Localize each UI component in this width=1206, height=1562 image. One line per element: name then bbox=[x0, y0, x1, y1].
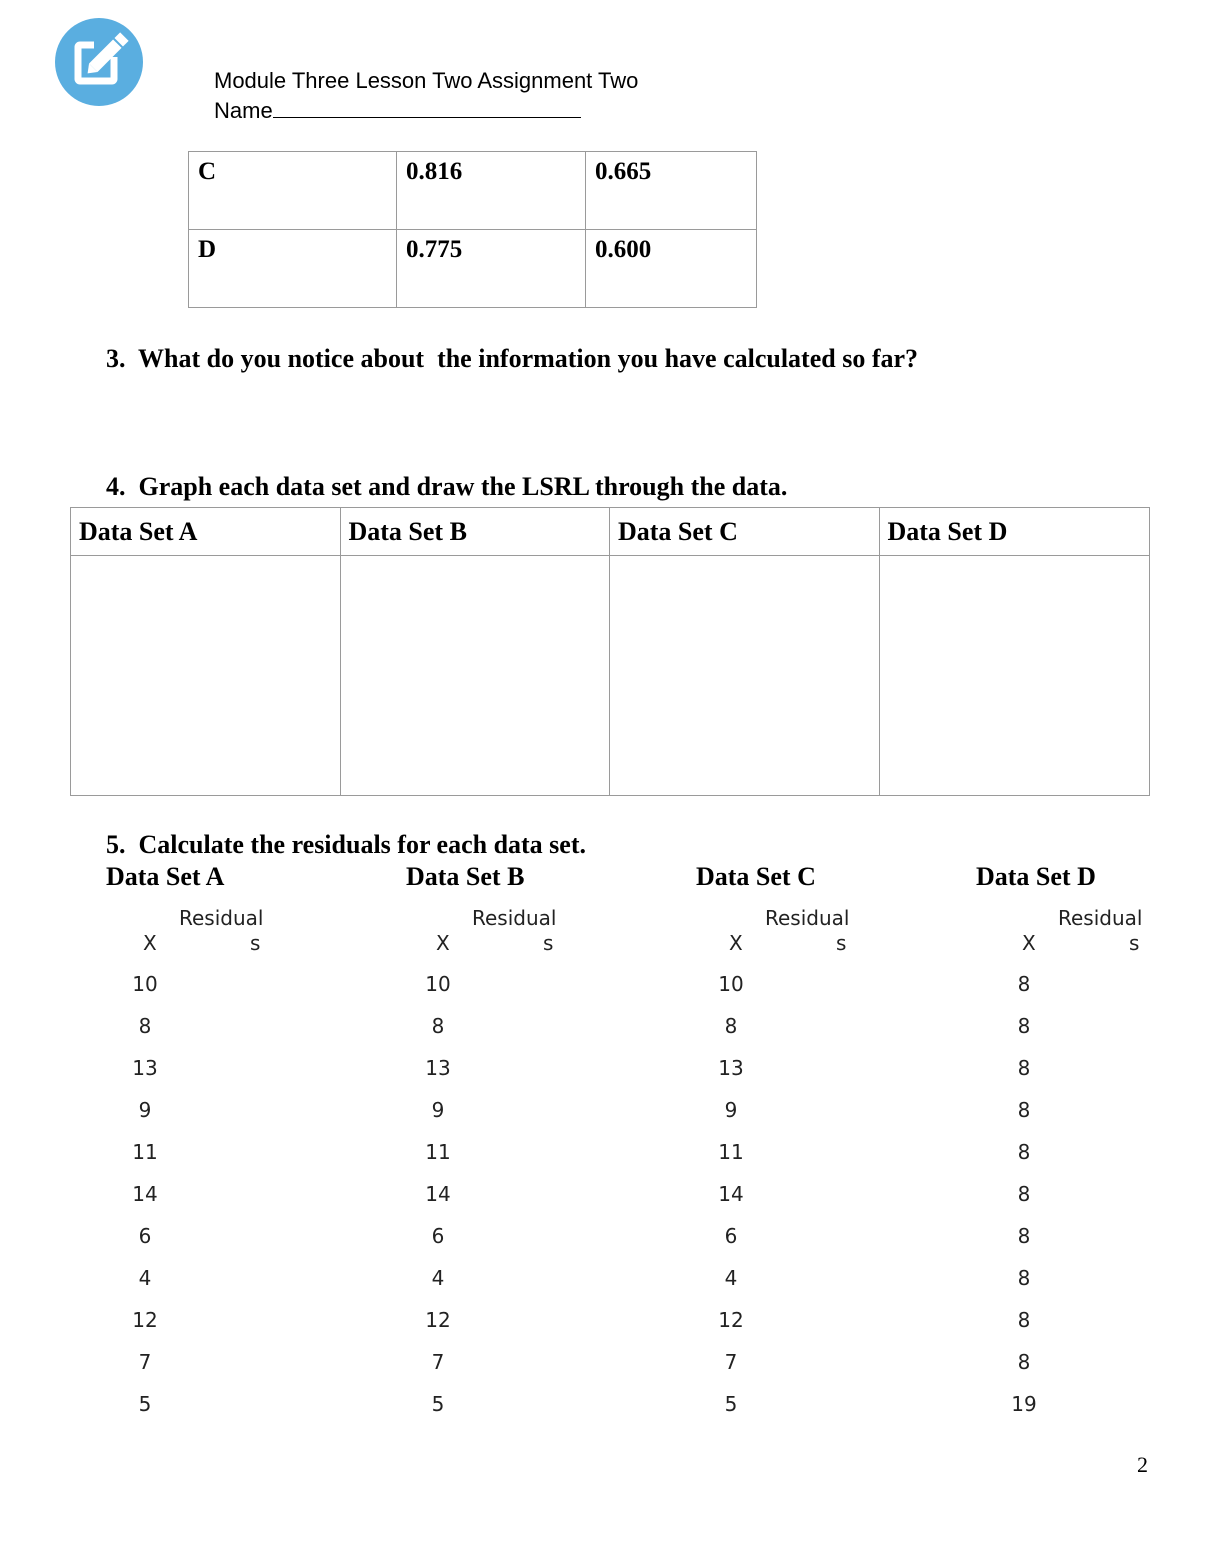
x-value: 10 bbox=[425, 972, 451, 996]
x-value: 4 bbox=[138, 1266, 152, 1290]
set-title: Data Set B bbox=[406, 862, 525, 891]
x-label: X bbox=[1022, 931, 1036, 955]
x-value: 4 bbox=[724, 1266, 738, 1290]
r2-value: 0.600 bbox=[586, 230, 757, 308]
x-value: 8 bbox=[431, 1014, 445, 1038]
x-value: 8 bbox=[1017, 1182, 1031, 1206]
x-value: 9 bbox=[431, 1098, 445, 1122]
question-3: 3. What do you notice about the information you have calculated so far? bbox=[106, 344, 919, 373]
residual-label: Residual bbox=[472, 906, 557, 930]
x-value: 10 bbox=[132, 972, 158, 996]
x-value: 8 bbox=[1017, 1350, 1031, 1374]
x-value: 5 bbox=[724, 1392, 738, 1416]
x-value: 5 bbox=[431, 1392, 445, 1416]
x-label: X bbox=[729, 931, 743, 955]
x-value: 7 bbox=[138, 1350, 152, 1374]
x-value: 8 bbox=[1017, 1224, 1031, 1248]
table-row bbox=[189, 230, 757, 308]
x-value: 8 bbox=[1017, 1098, 1031, 1122]
x-label: X bbox=[436, 931, 450, 955]
name-blank[interactable] bbox=[273, 95, 581, 118]
x-value: 8 bbox=[1017, 1056, 1031, 1080]
graph-area[interactable] bbox=[880, 556, 1150, 795]
x-values bbox=[711, 972, 751, 1434]
r-value: 0.816 bbox=[397, 152, 586, 230]
x-value: 6 bbox=[138, 1224, 152, 1248]
r2-value: 0.665 bbox=[586, 152, 757, 230]
residual-label: Residual bbox=[765, 906, 850, 930]
residual-label: Residual bbox=[1058, 906, 1143, 930]
page-number: 2 bbox=[1137, 1452, 1148, 1477]
r-value: 0.775 bbox=[397, 230, 586, 308]
x-value: 8 bbox=[1017, 1308, 1031, 1332]
graph-header: Data Set D bbox=[880, 508, 1150, 556]
graph-header: Data Set B bbox=[341, 508, 611, 556]
graph-area[interactable] bbox=[610, 556, 880, 795]
x-value: 9 bbox=[724, 1098, 738, 1122]
row-label: D bbox=[189, 230, 397, 308]
x-value: 13 bbox=[132, 1056, 158, 1080]
edit-icon bbox=[54, 17, 144, 107]
x-values bbox=[418, 972, 458, 1434]
x-value: 8 bbox=[1017, 1266, 1031, 1290]
x-value: 10 bbox=[718, 972, 744, 996]
correlation-table bbox=[188, 151, 757, 308]
x-value: 12 bbox=[718, 1308, 744, 1332]
graph-area[interactable] bbox=[341, 556, 611, 795]
x-value: 11 bbox=[425, 1140, 451, 1164]
residual-label: Residual bbox=[179, 906, 264, 930]
question-4: 4. Graph each data set and draw the LSRL through the data. bbox=[106, 472, 788, 501]
question-5: 5. Calculate the residuals for each data set. bbox=[106, 830, 586, 859]
x-value: 8 bbox=[1017, 972, 1031, 996]
x-value: 12 bbox=[132, 1308, 158, 1332]
x-value: 14 bbox=[132, 1182, 158, 1206]
x-value: 8 bbox=[138, 1014, 152, 1038]
x-label: X bbox=[143, 931, 157, 955]
residual-label-suffix: s bbox=[1129, 931, 1140, 955]
x-value: 4 bbox=[431, 1266, 445, 1290]
x-value: 11 bbox=[718, 1140, 744, 1164]
graph-table bbox=[70, 507, 1150, 796]
x-value: 19 bbox=[1011, 1392, 1037, 1416]
table-row bbox=[189, 152, 757, 230]
x-value: 13 bbox=[425, 1056, 451, 1080]
residual-label-suffix: s bbox=[250, 931, 261, 955]
residual-label-suffix: s bbox=[543, 931, 554, 955]
x-values bbox=[1004, 972, 1044, 1434]
graph-header: Data Set C bbox=[610, 508, 880, 556]
assignment-title: Module Three Lesson Two Assignment Two bbox=[214, 68, 639, 93]
set-title: Data Set D bbox=[976, 862, 1096, 891]
x-value: 8 bbox=[1017, 1014, 1031, 1038]
residual-label-suffix: s bbox=[836, 931, 847, 955]
x-value: 12 bbox=[425, 1308, 451, 1332]
x-value: 9 bbox=[138, 1098, 152, 1122]
x-value: 6 bbox=[431, 1224, 445, 1248]
x-value: 11 bbox=[132, 1140, 158, 1164]
x-value: 14 bbox=[425, 1182, 451, 1206]
x-value: 7 bbox=[431, 1350, 445, 1374]
x-value: 7 bbox=[724, 1350, 738, 1374]
name-label: Name bbox=[214, 98, 273, 123]
x-values bbox=[125, 972, 165, 1434]
set-title: Data Set C bbox=[696, 862, 816, 891]
x-value: 8 bbox=[724, 1014, 738, 1038]
x-value: 8 bbox=[1017, 1140, 1031, 1164]
name-field bbox=[214, 95, 581, 125]
graph-header: Data Set A bbox=[71, 508, 341, 556]
x-value: 5 bbox=[138, 1392, 152, 1416]
x-value: 13 bbox=[718, 1056, 744, 1080]
x-value: 14 bbox=[718, 1182, 744, 1206]
set-title: Data Set A bbox=[106, 862, 225, 891]
row-label: C bbox=[189, 152, 397, 230]
x-value: 6 bbox=[724, 1224, 738, 1248]
graph-area[interactable] bbox=[71, 556, 341, 795]
